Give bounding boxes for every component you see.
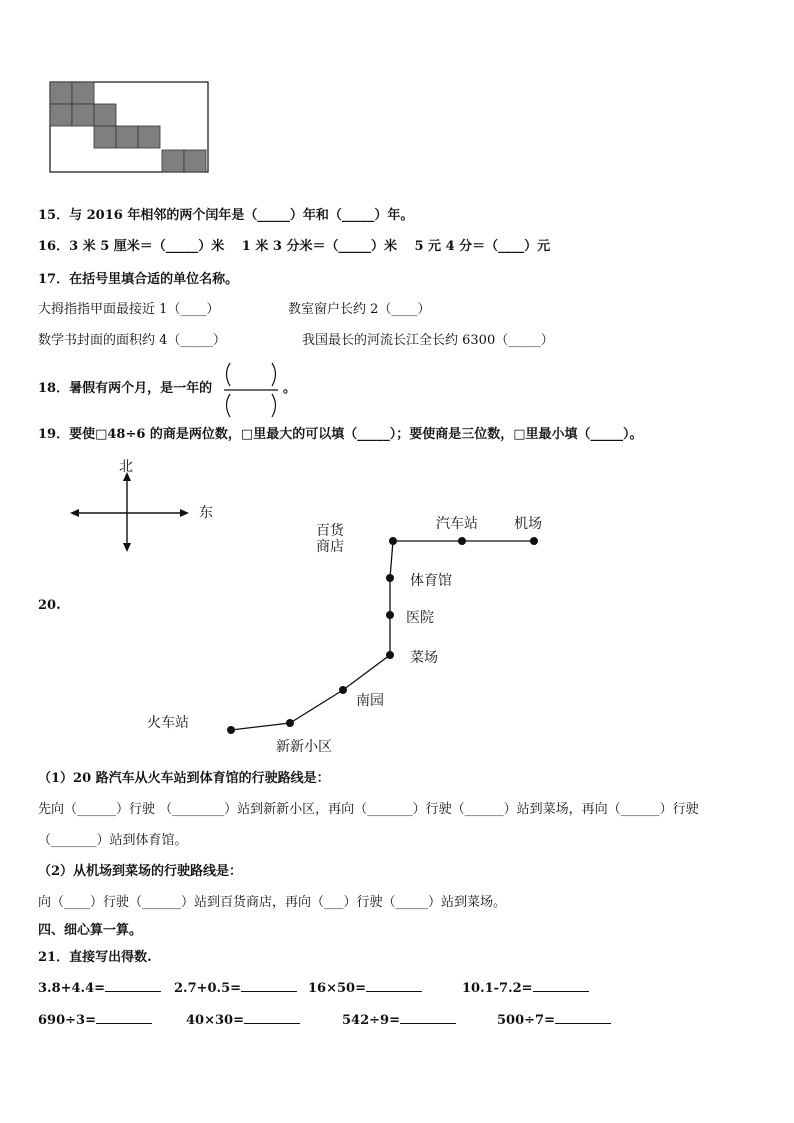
stop-bus-station	[458, 537, 466, 545]
question-20-sub1-line1-text: 先向（______）行驶 （________）站到新新小区，再向（_______）行驶（______）站到菜场，再向（______）行驶	[38, 802, 699, 817]
question-20-sub1-title	[38, 771, 330, 787]
question-17-c-text: 数学书封面的面积约 4（_____）	[38, 333, 226, 348]
question-17-b-text: 教室窗户长约 2（____）	[288, 302, 431, 317]
calc-item	[308, 979, 422, 997]
stop-dept-store	[389, 537, 397, 545]
compass-east-label: 东	[199, 505, 213, 521]
label-airport: 机场	[514, 516, 542, 532]
label-bus-station: 汽车站	[436, 516, 478, 532]
calc-expression: 10.1-7.2=	[462, 981, 533, 996]
answer-blank[interactable]	[96, 1011, 152, 1024]
answer-blank[interactable]	[244, 1011, 300, 1024]
answer-blank[interactable]	[241, 979, 297, 992]
answer-blank[interactable]	[533, 979, 589, 992]
answer-blank[interactable]	[366, 979, 422, 992]
compass-north-label: 北	[119, 459, 133, 475]
question-20-sub2-line1-text: 向（____）行驶（______）站到百货商店，再向（___）行驶（_____）站到菜场。	[38, 895, 507, 910]
calc-item	[186, 1011, 300, 1029]
question-20-sub1-line1	[38, 802, 699, 818]
question-20-sub1-title-text: （1）20 路汽车从火车站到体育馆的行驶路线是：	[38, 771, 330, 786]
label-nanyuan: 南园	[356, 693, 384, 709]
question-17-a-text: 大拇指指甲面最接近 1（____）	[38, 302, 220, 317]
calc-item	[497, 1011, 611, 1029]
question-17-d-text: 我国最长的河流长江全长约 6300（_____）	[302, 333, 554, 348]
stop-xinxin	[286, 719, 294, 727]
answer-blank[interactable]	[400, 1011, 456, 1024]
question-20-sub2-line1	[38, 895, 506, 911]
question-15-text: 15．与 2016 年相邻的两个闰年是（_____）年和（_____）年。	[38, 208, 414, 223]
label-dept-store-2: 商店	[316, 539, 344, 555]
stop-stadium	[386, 574, 394, 582]
label-dept-store-1: 百货	[316, 523, 344, 539]
calc-item	[38, 979, 161, 997]
calc-expression: 500÷7=	[497, 1013, 555, 1028]
calc-expression: 690÷3=	[38, 1013, 96, 1028]
question-20-sub1-line2-text: （_______）站到体育馆。	[38, 833, 188, 848]
label-hospital: 医院	[406, 610, 434, 626]
calc-expression: 2.7+0.5=	[174, 981, 242, 996]
calc-expression: 3.8+4.4=	[38, 981, 106, 996]
calc-expression: 40×30=	[186, 1013, 244, 1028]
question-18-prefix: 18．暑假有两个月，是一年的	[38, 381, 213, 396]
question-19-text: 19．要使□48÷6 的商是两位数，□里最大的可以填（_____）；要使商是三位数，□里最小填（_____）。	[38, 427, 643, 442]
stop-nanyuan	[339, 686, 347, 694]
question-20-sub2-title	[38, 864, 242, 880]
section-4-title	[38, 923, 142, 939]
stop-market	[386, 651, 394, 659]
answer-blank[interactable]	[555, 1011, 611, 1024]
calc-item	[342, 1011, 456, 1029]
question-18-suffix-text: 。	[283, 381, 297, 396]
section-4-title-text: 四、细心算一算。	[38, 923, 143, 938]
calc-item	[174, 979, 297, 997]
question-20-number-text: 20.	[38, 598, 61, 613]
question-21-title	[38, 950, 152, 966]
label-stadium: 体育馆	[410, 573, 452, 589]
answer-blank[interactable]	[105, 979, 161, 992]
label-xinxin: 新新小区	[276, 739, 332, 755]
question-17-title-text: 17．在括号里填合适的单位名称。	[38, 272, 239, 287]
label-market: 菜场	[410, 650, 438, 666]
question-20-sub2-title-text: （2）从机场到菜场的行驶路线是：	[38, 864, 243, 879]
question-21-title-text: 21．直接写出得数.	[38, 950, 152, 965]
calc-expression: 542÷9=	[342, 1013, 400, 1028]
calc-item	[38, 1011, 152, 1029]
calc-item	[462, 979, 589, 997]
question-20-sub1-line2	[38, 833, 188, 849]
question-16-text: 16．3 米 5 厘米＝（_____）米 1 米 3 分米＝（_____）米 5 元 4 分＝（____）元	[38, 239, 551, 254]
label-train-station: 火车站	[147, 715, 189, 731]
stop-train-station	[227, 726, 235, 734]
stop-airport	[530, 537, 538, 545]
calc-expression: 16×50=	[308, 981, 366, 996]
stop-hospital	[386, 611, 394, 619]
